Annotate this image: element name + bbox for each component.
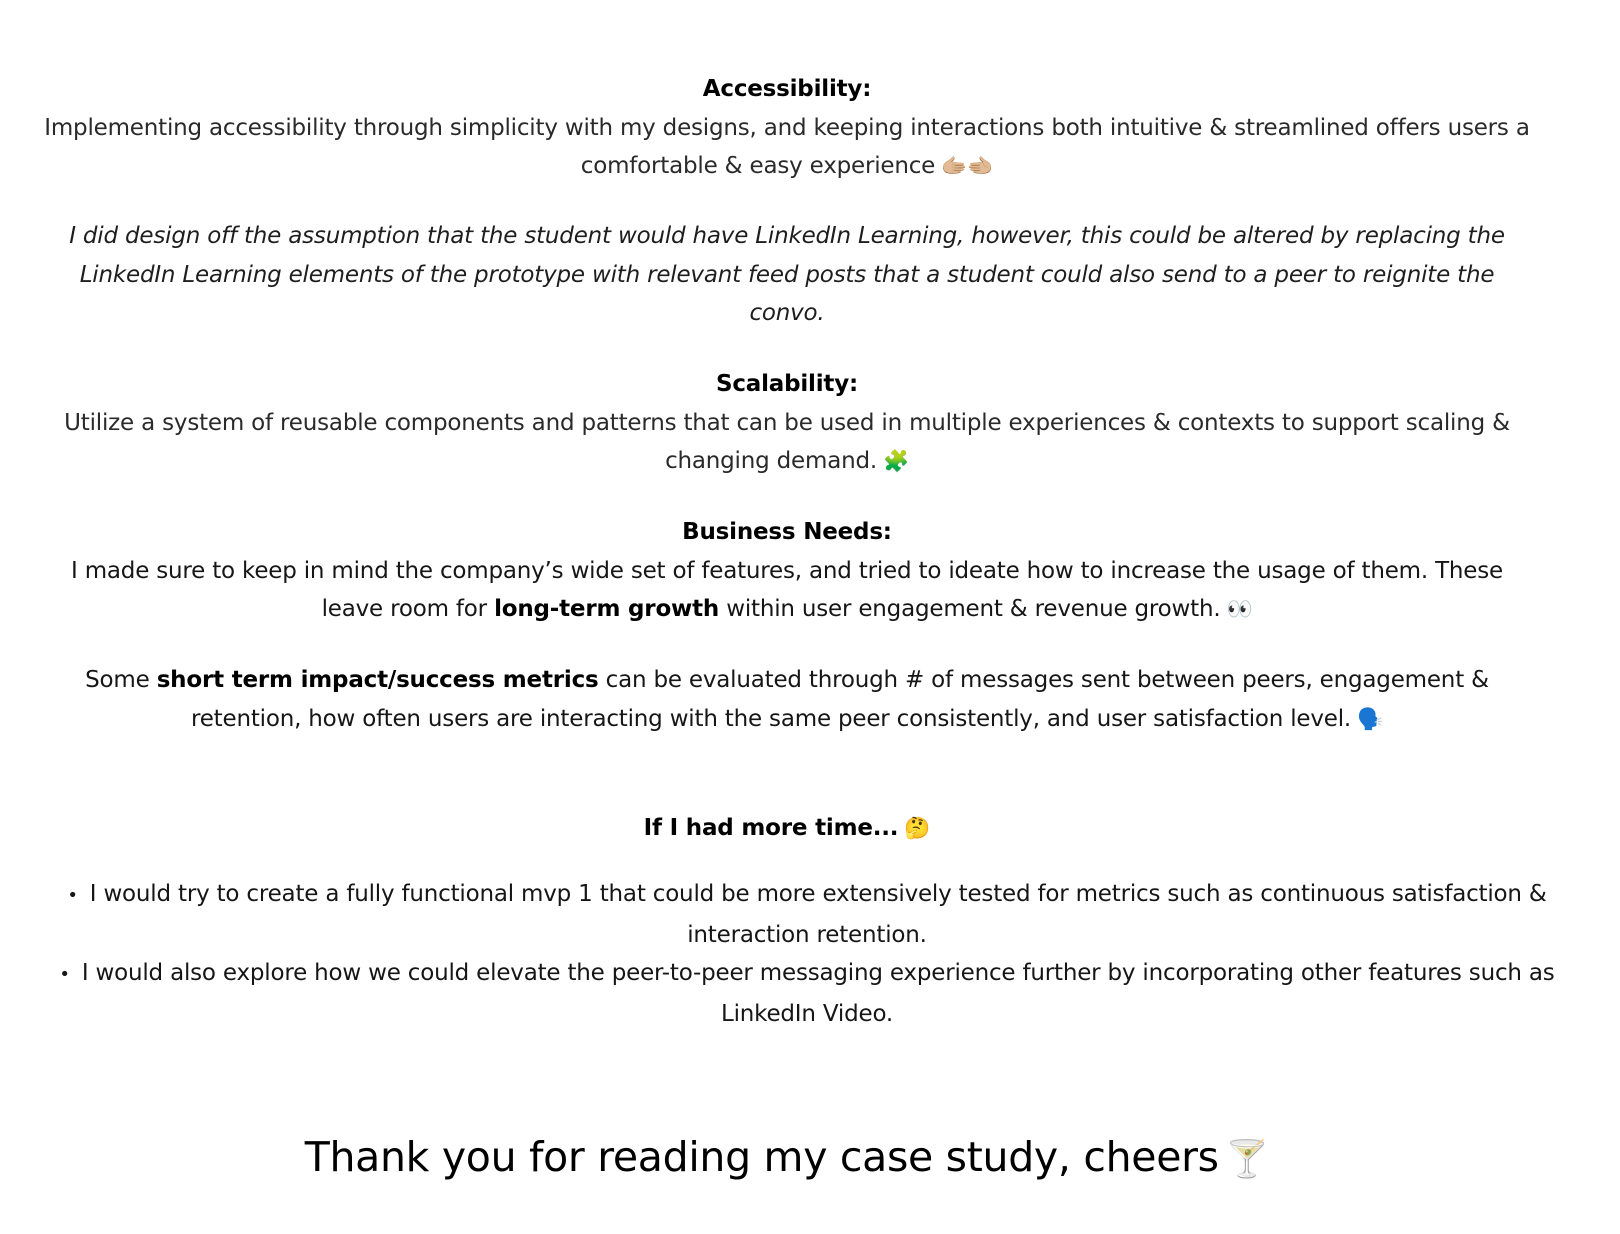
- scalability-heading: Scalability:: [715, 371, 859, 397]
- handshake-icon: 🫱🏼‍🫲🏼: [941, 154, 994, 178]
- scalability-body: [40, 404, 1534, 481]
- eyes-icon: 👀: [1226, 597, 1253, 621]
- business-needs-text-end: within user engagement & revenue growth.: [726, 596, 1221, 622]
- business-needs-section: [40, 513, 1534, 629]
- scalability-section: [40, 365, 1534, 481]
- business-needs-text-start: I made sure to keep in mind the company’s wide set of features, and tried to ideate how to increase the usage of them. These leave room for: [71, 557, 1503, 622]
- thinking-face-icon: 🤔: [904, 816, 931, 840]
- more-time-heading: [40, 809, 1534, 848]
- metrics-text: can be evaluated through # of messages sent between peers, engagement & retention, how often users are interacting with the same peer consistently, and user satisfaction level.: [190, 667, 1489, 732]
- more-time-section: [40, 809, 1534, 848]
- metrics-prefix: Some: [85, 667, 150, 693]
- business-needs-heading: Business Needs:: [682, 519, 892, 545]
- business-needs-body: [40, 552, 1534, 629]
- metrics-highlight: short term impact/success metrics: [156, 667, 599, 693]
- accessibility-body: [40, 109, 1534, 186]
- more-time-list: [40, 875, 1574, 1033]
- closing-message: [40, 1132, 1534, 1185]
- scalability-text: Utilize a system of reusable components and patterns that can be used in multiple experiences & contexts to support scaling & changing demand.: [64, 409, 1510, 474]
- list-item: • I would try to create a fully functional mvp 1 that could be more extensively tested for metrics such as continuous satisfaction & interaction retention.: [40, 875, 1574, 954]
- speaking-head-icon: 🗣️: [1357, 706, 1383, 731]
- business-needs-highlight: long-term growth: [494, 596, 720, 622]
- puzzle-piece-icon: 🧩: [882, 449, 909, 473]
- accessibility-section: [40, 70, 1534, 186]
- accessibility-text: Implementing accessibility through simplicity with my designs, and keeping interactions both intuitive & streamlined offers users a comfortable & easy experience: [44, 114, 1530, 179]
- list-item: • I would also explore how we could elevate the peer-to-peer messaging experience further by incorporating other features such as LinkedIn Video.: [40, 954, 1574, 1033]
- closing-text: Thank you for reading my case study, cheers: [304, 1133, 1219, 1181]
- assumption-note: I did design off the assumption that the student would have LinkedIn Learning, however, this could be altered by replacing the LinkedIn Learning elements of the prototype with relevant feed posts that a student could also send to a peer to reignite the convo.: [69, 223, 1505, 326]
- more-time-heading-text: If I had more time...: [643, 815, 899, 841]
- metrics-paragraph: [40, 661, 1534, 738]
- cocktail-glass-icon: 🍸: [1224, 1139, 1270, 1180]
- accessibility-heading: Accessibility:: [702, 76, 872, 102]
